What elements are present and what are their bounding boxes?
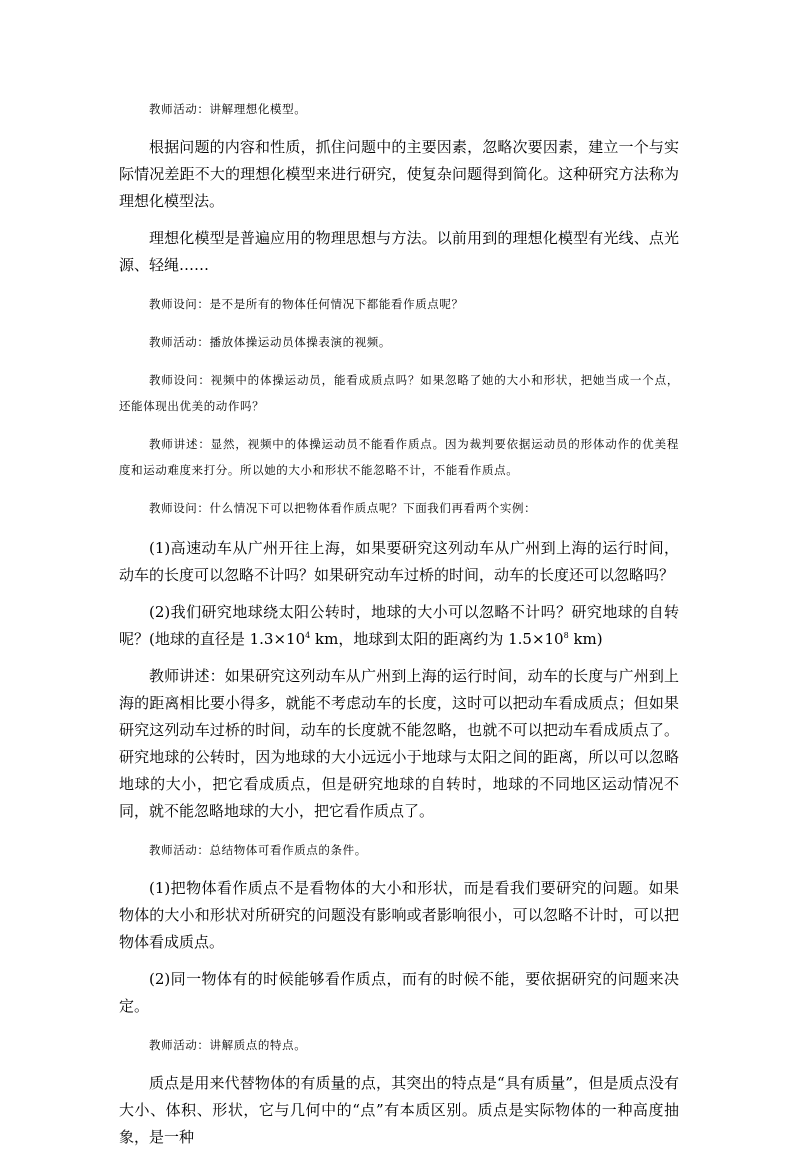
paragraph-teacher-activity-features: 教师活动：讲解质点的特点。 bbox=[149, 1038, 307, 1052]
document-body bbox=[119, 96, 679, 1151]
sun-distance-exponent: 8 bbox=[563, 631, 569, 640]
paragraph-teacher-activity-summary: 教师活动：总结物体可看作质点的条件。 bbox=[149, 843, 367, 857]
earth-text-part-c: km) bbox=[568, 630, 603, 648]
paragraph-teacher-question-conditions: 教师设问：什么情况下可以把物体看作质点呢？下面我们再看两个实例： bbox=[149, 501, 537, 515]
paragraph-teacher-explain-gymnast: 教师讲述：显然，视频中的体操运动员不能看作质点。因为裁判要依据运动员的形体动作的优美程度和运动难度来打分。所以她的大小和形状不能忽略不计，不能看作质点。 bbox=[119, 437, 679, 477]
paragraph-teacher-question-all-objects: 教师设问：是不是所有的物体任何情况下都能看作质点呢？ bbox=[149, 297, 464, 311]
paragraph-teacher-activity-ideal-model: 教师活动：讲解理想化模型。 bbox=[149, 102, 307, 116]
paragraph-ideal-model-examples: 理想化模型是普遍应用的物理思想与方法。以前用到的理想化模型有光线、点光源、轻绳…… bbox=[119, 229, 679, 274]
paragraph-condition-two: (2)同一物体有的时候能够看作质点，而有的时候不能，要依据研究的问题来决定。 bbox=[119, 970, 679, 1015]
earth-text-part-b: km，地球到太阳的距离约为 1.5×10 bbox=[310, 630, 564, 648]
paragraph-teacher-activity-video: 教师活动：播放体操运动员体操表演的视频。 bbox=[149, 335, 391, 349]
paragraph-point-mass-features: 质点是用来代替物体的有质量的点，其突出的特点是“具有质量”，但是质点没有大小、体积、形状，它与几何中的“点”有本质区别。质点是实际物体的一种高度抽象，是一种 bbox=[119, 1074, 679, 1146]
paragraph-example-train: (1)高速动车从广州开往上海，如果要研究这列动车从广州到上海的运行时间，动车的长度可以忽略不计吗？如果研究动车过桥的时间，动车的长度还可以忽略吗？ bbox=[119, 539, 679, 584]
paragraph-ideal-model-method: 根据问题的内容和性质，抓住问题中的主要因素，忽略次要因素，建立一个与实际情况差距不大的理想化模型来进行研究，使复杂问题得到简化。这种研究方法称为理想化模型法。 bbox=[119, 138, 679, 210]
paragraph-condition-one: (1)把物体看作质点不是看物体的大小和形状，而是看我们要研究的问题。如果物体的大小和形状对所研究的问题没有影响或者影响很小，可以忽略不计时，可以把物体看成质点。 bbox=[119, 879, 679, 951]
paragraph-teacher-question-gymnast: 教师设问：视频中的体操运动员，能看成质点吗？如果忽略了她的大小和形状，把她当成一个点，还能体现出优美的动作吗？ bbox=[119, 373, 679, 413]
earth-diameter-exponent: 4 bbox=[305, 631, 311, 640]
paragraph-teacher-explain-examples: 教师讲述：如果研究这列动车从广州到上海的运行时间，动车的长度与广州到上海的距离相比要小得多，就能不考虑动车的长度，这时可以把动车看成质点；但如果研究这列动车过桥的时间，动车的长度就不能忽略，也就不可以把动车看成质点了。研究地球的公转时，因为地球的大小远远小于地球与太阳之间的距离，所以可以忽略地球的大小，把它看成质点，但是研究地球的自转时，地球的不同地区运动情况不同，就不能忽略地球的大小，把它看作质点了。 bbox=[119, 667, 679, 820]
earth-text-part-a: (2)我们研究地球绕太阳公转时，地球的大小可以忽略不计吗？研究地球的自转呢？(地球的直径是 1.3×10 bbox=[119, 603, 679, 648]
paragraph-example-earth bbox=[119, 599, 679, 653]
